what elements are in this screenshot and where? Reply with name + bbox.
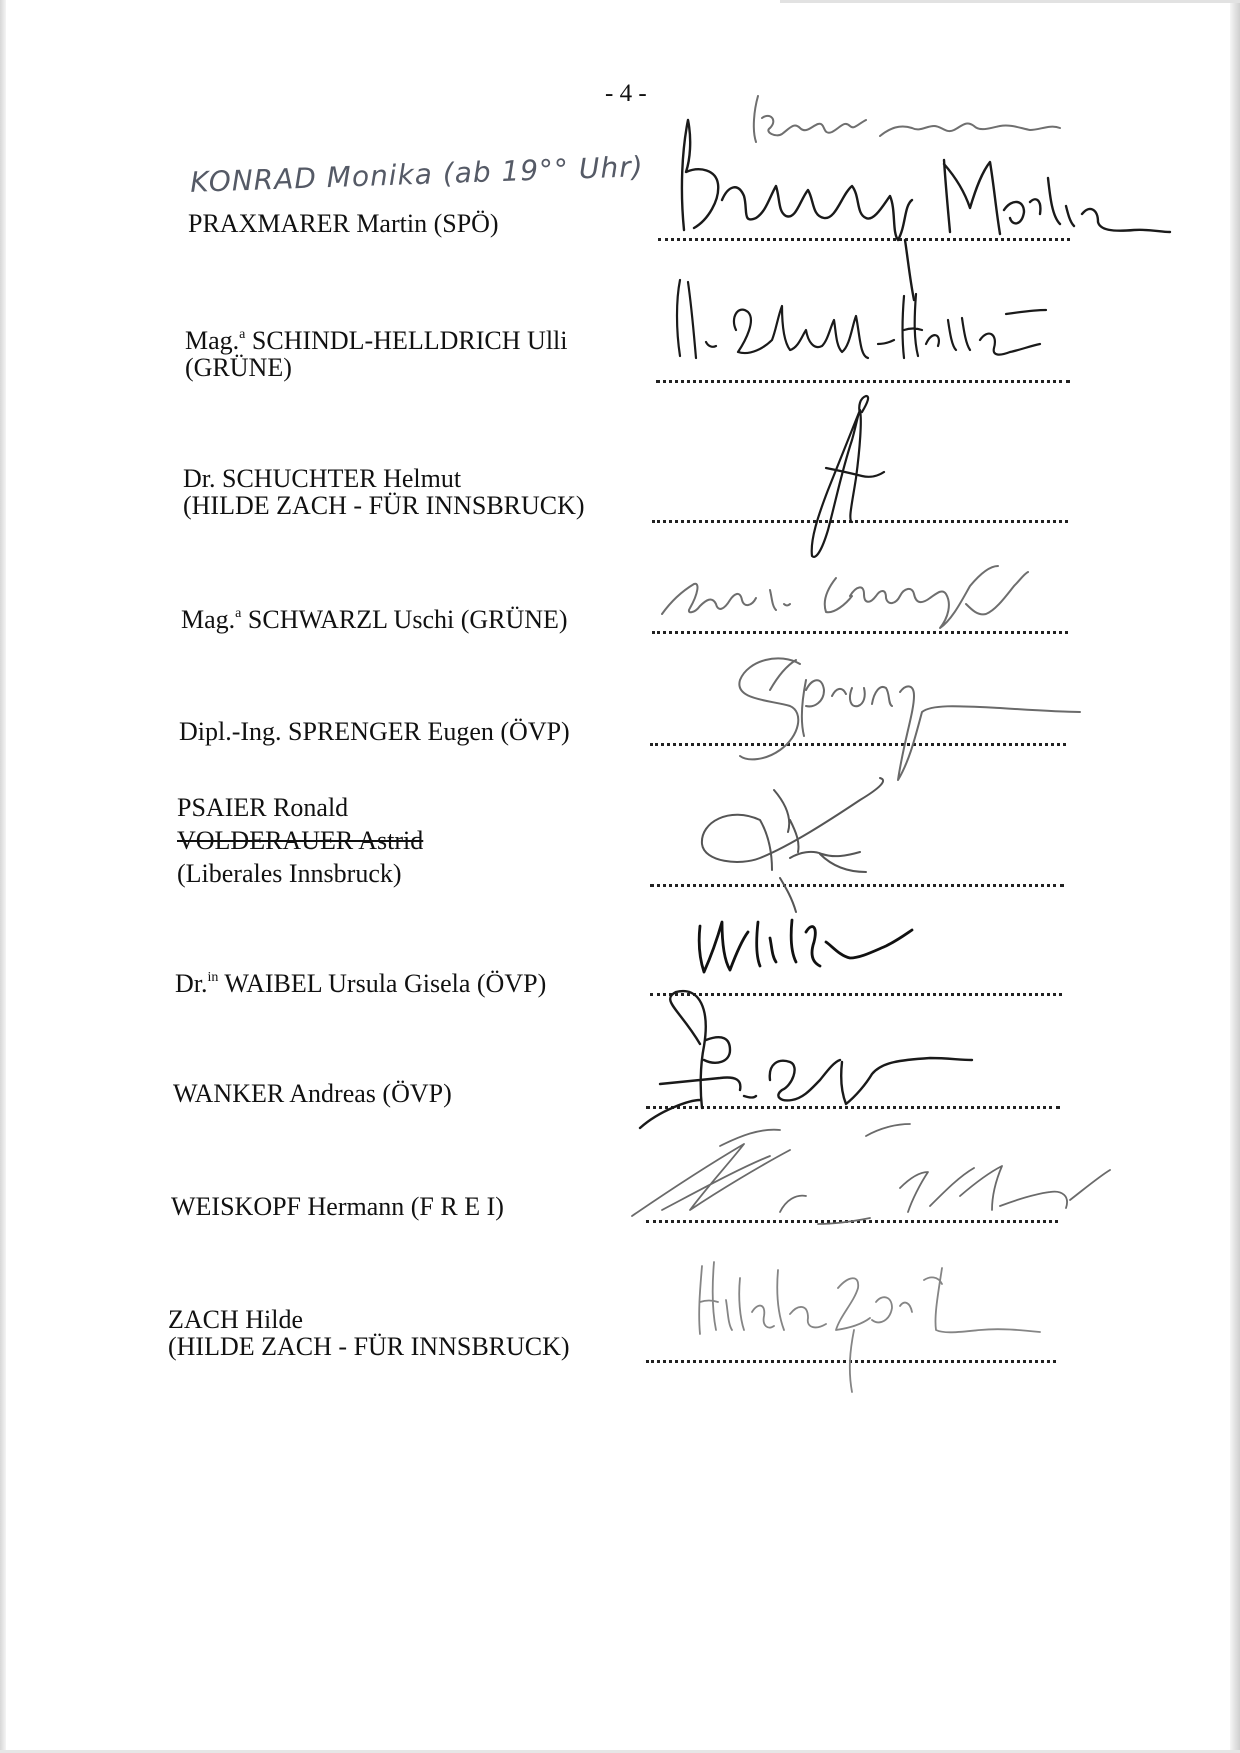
signature-schuchter <box>812 396 884 557</box>
academic-title-suffix: in <box>207 970 219 985</box>
signature-schindl-helldrich <box>677 280 1046 358</box>
name-text: WAIBEL Ursula Gisela (ÖVP) <box>224 969 547 998</box>
name-text: SCHINDL-HELLDRICH Ulli <box>251 326 568 355</box>
name-line: (Liberales Innsbruck) <box>177 859 402 888</box>
signature-sprenger <box>739 658 1080 780</box>
name-line: Dipl.-Ing. SPRENGER Eugen (ÖVP) <box>179 717 570 746</box>
struck-name-line: VOLDERAUER Astrid <box>177 826 424 855</box>
academic-title: Mag. <box>181 605 236 634</box>
signature-konrad <box>754 96 1060 142</box>
academic-title: Dr. <box>175 969 208 998</box>
name-line: (HILDE ZACH - FÜR INNSBRUCK) <box>168 1332 570 1361</box>
name-text: SCHWARZL Uschi (GRÜNE) <box>247 605 568 634</box>
signature-waibel <box>699 920 912 972</box>
signature-praxmarer <box>682 120 1170 300</box>
name-line: WANKER Andreas (ÖVP) <box>173 1079 452 1108</box>
academic-title-suffix: a <box>239 327 246 342</box>
name-line: Dr. SCHUCHTER Helmut <box>183 464 462 493</box>
name-line: ZACH Hilde <box>168 1305 304 1334</box>
name-line: PRAXMARER Martin (SPÖ) <box>188 209 499 238</box>
signature-wanker <box>640 991 972 1128</box>
signature-weiskopf <box>632 1124 1110 1224</box>
name-line: WEISKOPF Hermann (F R E I) <box>171 1192 504 1221</box>
signature-schwarzl <box>662 566 1028 628</box>
signature-zach <box>699 1262 1040 1392</box>
signature-psaier <box>702 778 883 912</box>
name-line: PSAIER Ronald <box>177 793 349 822</box>
name-line: (GRÜNE) <box>185 353 292 382</box>
academic-title: Mag. <box>185 326 240 355</box>
handwritten-note: KONRAD Monika (ab 19°° Uhr) <box>189 150 645 199</box>
page-number: - 4 - <box>605 80 647 107</box>
name-line: (HILDE ZACH - FÜR INNSBRUCK) <box>183 491 585 520</box>
academic-title-suffix: a <box>235 606 242 621</box>
